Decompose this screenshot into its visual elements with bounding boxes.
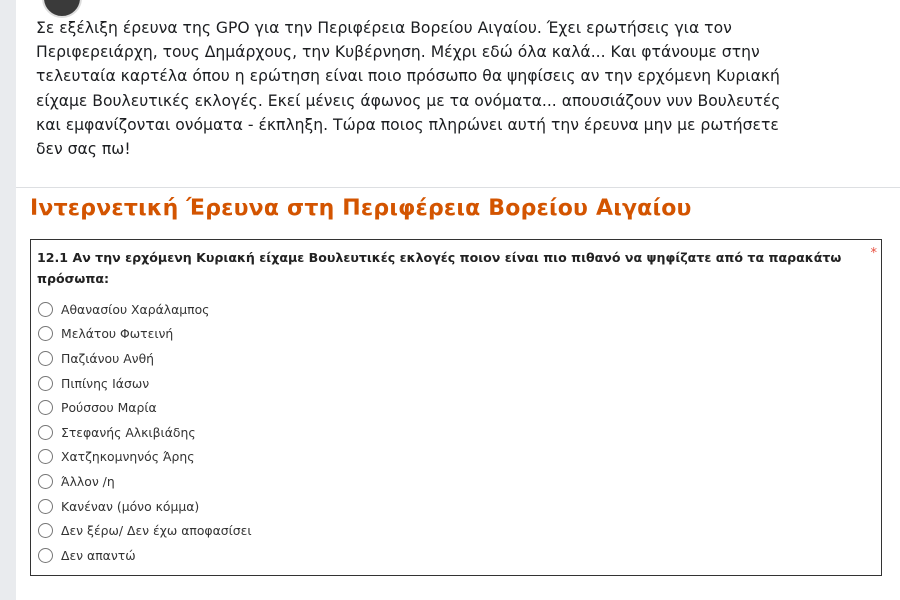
post-text: Σε εξέλιξη έρευνα της GPO για την Περιφέρεια Βορείου Αιγαίου. Έχει ερωτήσεις για τον Περιφερειάρχη, τους Δημάρχους, την Κυβέρνηση. Μέχρι εδώ όλα καλά... Και φτάνουμε στην τελευταία καρτέλα όπου η ερώτηση είναι ποιο πρόσωπο θα ψηφίσεις αν την ερχόμενη Κυριακή είχαμε Βουλευτικές εκλογές. Εκεί μένεις άφωνος με τα ονόματα... απουσιάζουν νυν Βουλευτές και εμφανίζονται ονόματα - έκπληξη. Τώρα ποιος πληρώνει αυτή την έρευνα μην με ρωτήσετε δεν σας πω! (36, 19, 781, 159)
radio-button[interactable] (38, 548, 53, 563)
radio-button[interactable] (38, 499, 53, 514)
question-box (30, 239, 882, 576)
option-no-answer[interactable] (38, 543, 252, 568)
options-list (38, 297, 252, 568)
radio-button[interactable] (38, 400, 53, 415)
required-mark: * (870, 246, 877, 261)
option-label: Παζιάνου Ανθή (61, 350, 155, 366)
option-label: Στεφανής Αλκιβιάδης (61, 424, 196, 440)
option-label: Δεν απαντώ (61, 547, 136, 563)
option-label: Άλλον /η (61, 473, 115, 489)
option-label: Δεν ξέρω/ Δεν έχω αποφασίσει (61, 523, 252, 539)
radio-button[interactable] (38, 376, 53, 391)
question-text: 12.1 Αν την ερχόμενη Κυριακή είχαμε Βουλευτικές εκλογές ποιον είναι πιο πιθανό να ψηφίζατε από τα παρακάτω πρόσωπα: (37, 250, 842, 286)
radio-button[interactable] (38, 523, 53, 538)
survey-title: Ιντερνετική Έρευνα στη Περιφέρεια Βορείου Αιγαίου (30, 196, 692, 221)
option-melatou[interactable] (38, 322, 252, 347)
option-roussou[interactable] (38, 395, 252, 420)
radio-button[interactable] (38, 425, 53, 440)
divider (16, 187, 900, 188)
option-pipinis[interactable] (38, 371, 252, 396)
radio-button[interactable] (38, 326, 53, 341)
radio-button[interactable] (38, 449, 53, 464)
option-pazianou[interactable] (38, 346, 252, 371)
option-label: Αθανασίου Χαράλαμπος (61, 301, 210, 317)
option-label: Μελάτου Φωτεινή (61, 326, 174, 342)
radio-button[interactable] (38, 302, 53, 317)
radio-button[interactable] (38, 474, 53, 489)
option-label: Κανέναν (μόνο κόμμα) (61, 498, 200, 514)
radio-button[interactable] (38, 351, 53, 366)
option-dont-know[interactable] (38, 518, 252, 543)
option-chatzikomninos[interactable] (38, 445, 252, 470)
option-label: Πιπίνης Ιάσων (61, 375, 150, 391)
option-stefanis[interactable] (38, 420, 252, 445)
option-none[interactable] (38, 494, 252, 519)
option-label: Χατζηκομνηνός Άρης (61, 449, 195, 465)
option-label: Ρούσσου Μαρία (61, 400, 157, 416)
option-other[interactable] (38, 469, 252, 494)
option-athanasiou[interactable] (38, 297, 252, 322)
